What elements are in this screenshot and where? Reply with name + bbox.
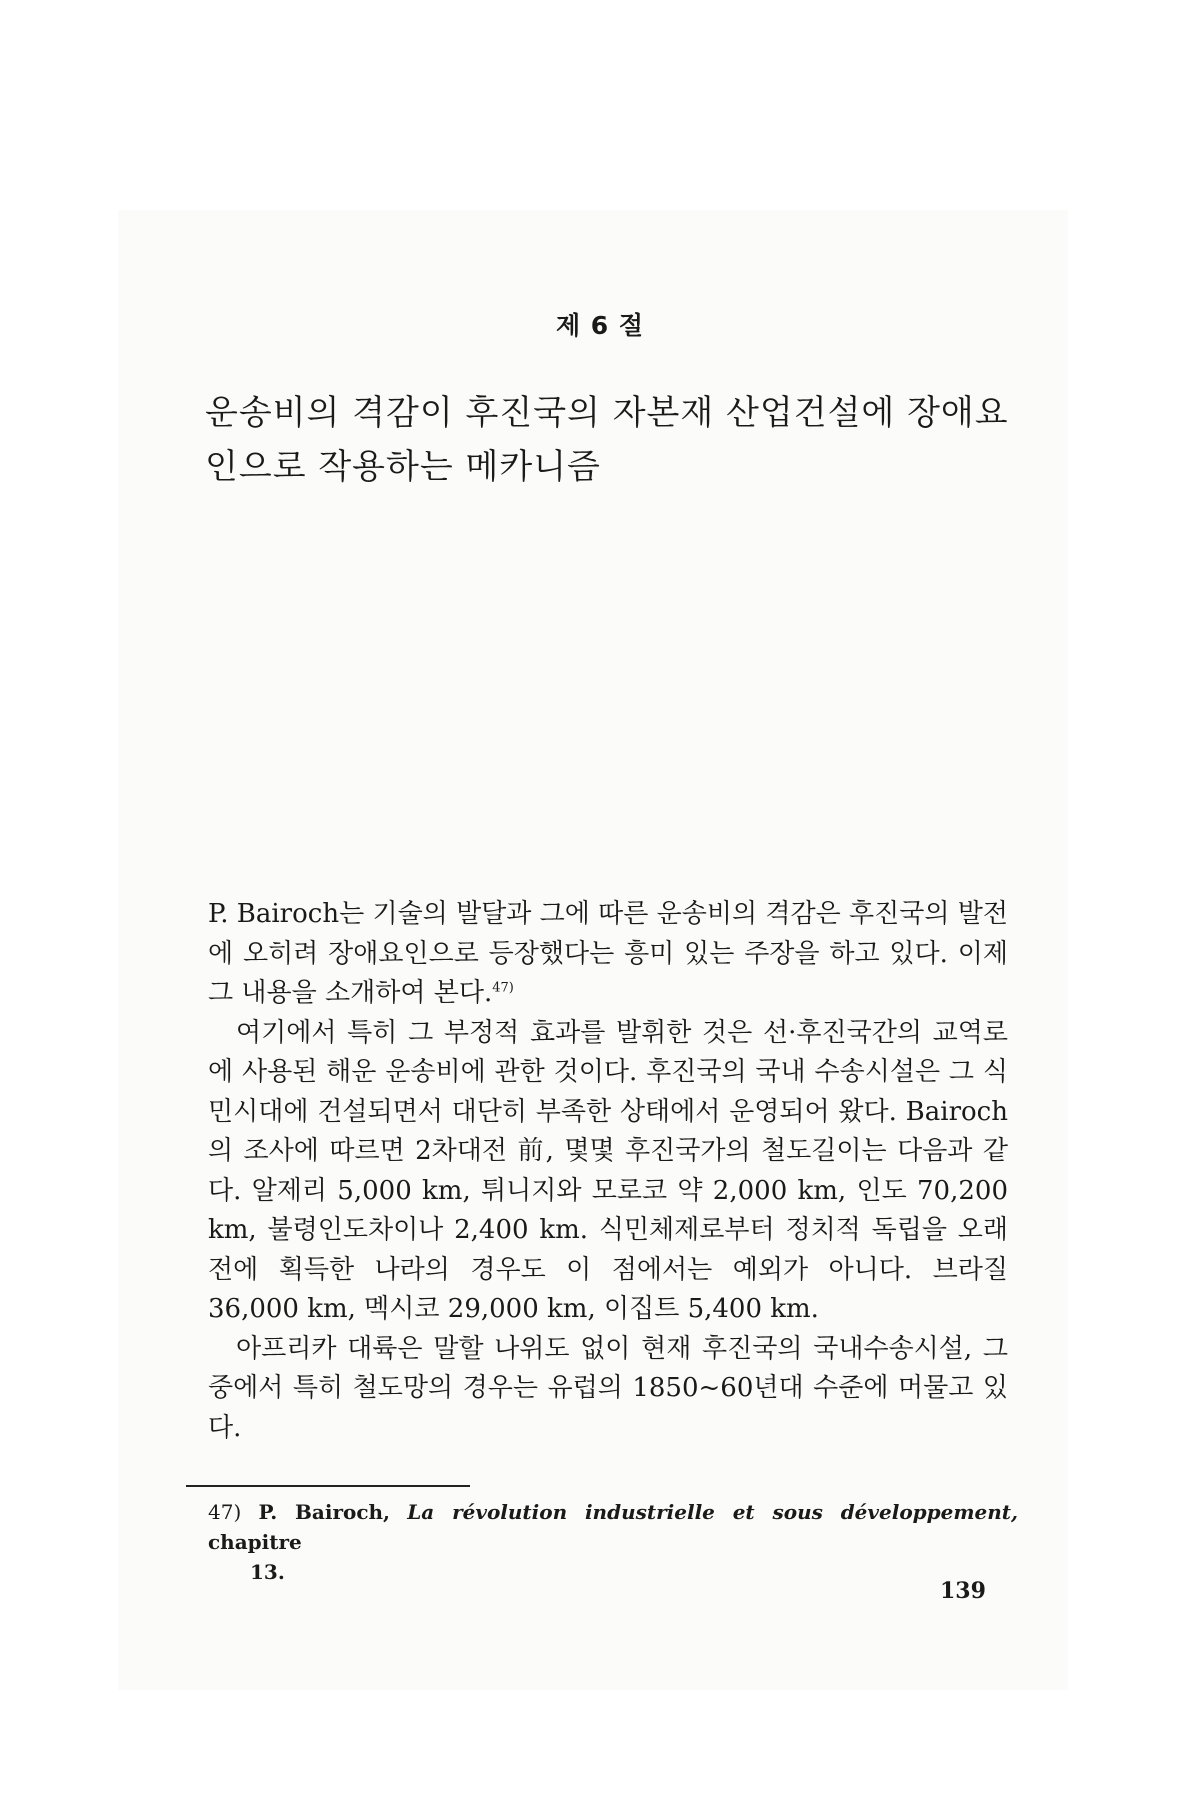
footnote <box>208 1497 1018 1587</box>
paragraph: 아프리카 대륙은 말할 나위도 없이 현재 후진국의 국내수송시설, 그중에서 특히 철도망의 경우는 유럽의 1850~60년대 수준에 머물고 있다. <box>208 1333 1008 1443</box>
footnote-divider <box>186 1485 470 1487</box>
paragraph <box>208 895 1008 1014</box>
paragraph-text: P. Bairoch는 기술의 발달과 그에 따른 운송비의 격감은 후진국의 발전에 오히려 장애요인으로 등장했다는 흥미 있는 주장을 하고 있다. 이제 그 내용을 소개하여 본다. <box>208 899 1008 1008</box>
footnote-title: La révolution industrielle et sous développement, <box>407 1500 1019 1524</box>
section-title: 운송비의 격감이 후진국의 자본재 산업건설에 장애요인으로 작용하는 메카니즘 <box>205 393 1009 487</box>
body-text <box>208 895 1008 1448</box>
footnote-continuation: 13. <box>250 1560 285 1584</box>
footnote-author: P. Bairoch, <box>258 1500 391 1524</box>
section-number: 제 6 절 <box>555 311 645 340</box>
footnote-rest: chapitre <box>208 1530 302 1554</box>
footnote-number: 47) <box>208 1500 242 1524</box>
footnote-reference: 47) <box>492 980 514 996</box>
page-number: 139 <box>940 1578 986 1604</box>
paragraph: 여기에서 특히 그 부정적 효과를 발휘한 것은 선·후진국간의 교역로에 사용된 해운 운송비에 관한 것이다. 후진국의 국내 수송시설은 그 식민시대에 건설되면서 대단히 부족한 상태에서 운영되어 왔다. Bairoch의 조사에 따르면 2차대전 前, 몇몇 후진국가의 철도길이는 다음과 같다. 알제리 5,000 km, 튀니지와 모로코 약 2,000 km, 인도 70,200 km, 불령인도차이나 2,400 km. 식민체제로부터 정치적 독립을 오래 전에 획득한 나라의 경우도 이 점에서는 예외가 아니다. 브라질 36,000 km, 멕시코 29,000 km, 이집트 5,400 km. <box>208 1017 1008 1324</box>
